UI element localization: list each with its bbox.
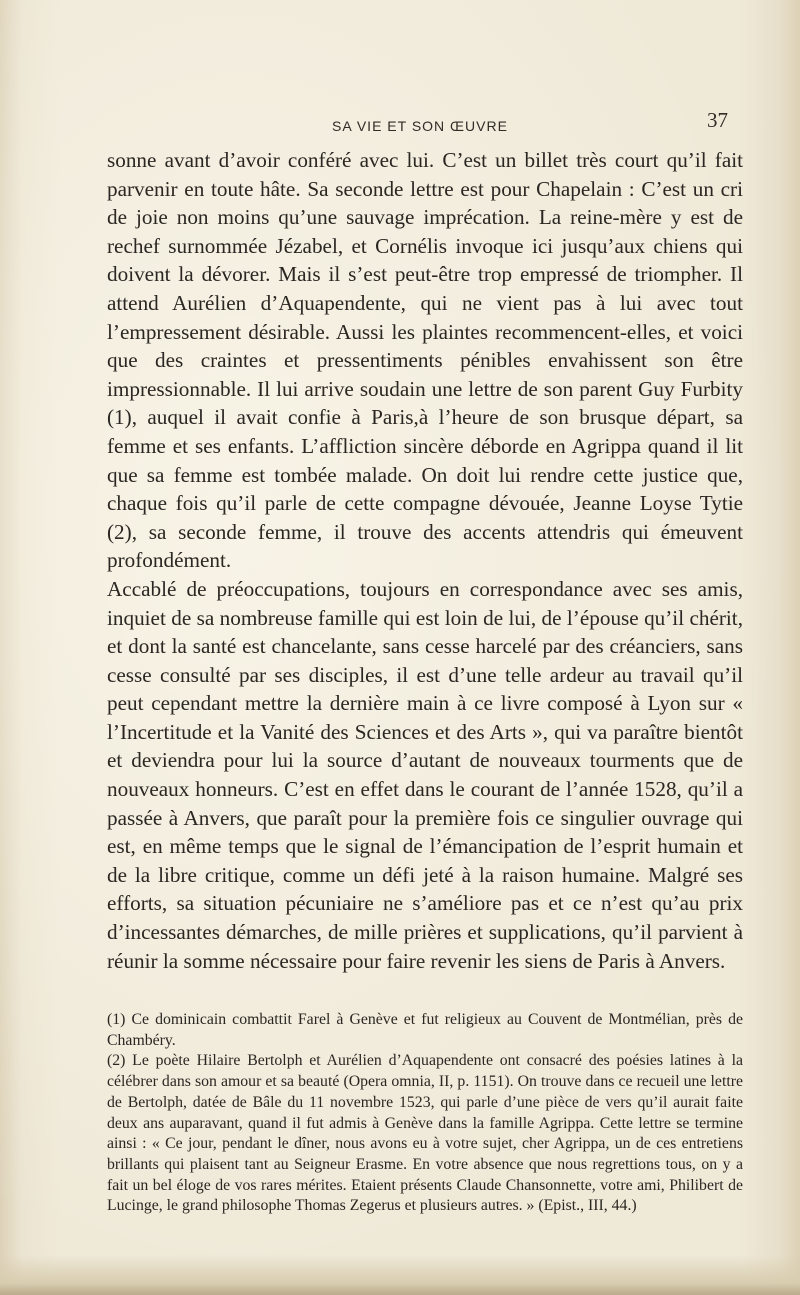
running-title: SA VIE ET SON ŒUVRE: [332, 118, 508, 134]
footnotes: [107, 1010, 743, 1217]
paragraph: sonne avant d’avoir conféré avec lui. C’est un billet très court qu’il fait parvenir en toute hâte. Sa seconde lettre est pour Chapelain : C’est un cri de joie non moins qu’une sauvage imprécation. La reine-mère y est de rechef surnommée Jézabel, et Cornélis invoque ici jusqu’aux chiens qui doivent la dévorer. Mais il s’est peut-être trop empressé de triompher. Il attend Aurélien d’Aquapendente, qui ne vient pas à lui avec tout l’empressement désirable. Aussi les plaintes recommencent-elles, et voici que des craintes et pressentiments pénibles envahissent son être impressionnable. Il lui arrive soudain une lettre de son parent Guy Furbity (1), auquel il avait confie à Paris,à l’heure de son brusque départ, sa femme et ses enfants. L’affliction sincère déborde en Agrippa quand il lit que sa femme est tombée malade. On doit lui rendre cette justice que, chaque fois qu’il parle de cette compagne dévouée, Jeanne Loyse Tytie (2), sa seconde femme, il trouve des accents attendris qui émeuvent profondément.: [107, 148, 743, 573]
footnote: (2) Le poète Hilaire Bertolph et Aurélien d’Aquapendente ont consacré des poésies latines à la célébrer dans son amour et sa beauté (Opera omnia, II, p. 1151). On trouve dans ce recueil une lettre de Bertolph, datée de Bâle du 11 novembre 1523, qui parle d’une pièce de vers qu’il aurait faite deux ans auparavant, quand il fut admis à Genève dans la famille Agrippa. Cette lettre se termine ainsi : « Ce jour, pendant le dîner, nous avons eu à votre sujet, cher Agrippa, un de ces entretiens brillants qui plaisent tant au Seigneur Erasme. En votre absence que nous regrettions tous, on y a fait un bel éloge de vos rares mérites. Etaient présents Claude Chansonnette, votre ami, Philibert de Lucinge, le grand philosophe Thomas Zegerus et plusieurs autres. » (Epist., III, 44.): [107, 1052, 743, 1215]
page-edge-shadow: [0, 1255, 800, 1295]
paragraph: Accablé de préoccupations, toujours en correspondance avec ses amis, inquiet de sa nombreuse famille qui est loin de lui, de l’épouse qu’il chérit, et dont la santé est chancelante, sans cesse harcelé par des créanciers, sans cesse consulté par ses disciples, il est d’une telle ardeur au travail qu’il peut cependant mettre la dernière main à ce livre composé à Lyon sur « l’Incertitude et la Vanité des Sciences et des Arts », qui va paraître bientôt et deviendra pour lui la source d’autant de nouveaux tourments que de nouveaux honneurs. C’est en effet dans le courant de l’année 1528, qu’il a passée à Anvers, que paraît pour la première fois ce singulier ouvrage qui est, en même temps que le signal de l’émancipation de l’esprit humain et de la libre critique, comme un défi jeté à la raison humaine. Malgré ses efforts, sa situation pécuniaire ne s’améliore pas et ce n’est qu’au prix d’incessantes démarches, de mille prières et supplications, qu’il parvient à réunir la somme nécessaire pour faire revenir les siens de Paris à Anvers.: [107, 576, 743, 973]
footnote: (1) Ce dominicain combattit Farel à Genève et fut religieux au Couvent de Montmélian, près de Chambéry.: [107, 1011, 743, 1049]
running-head: [100, 108, 740, 138]
page-number: 37: [707, 108, 728, 132]
body-text: [107, 146, 743, 975]
